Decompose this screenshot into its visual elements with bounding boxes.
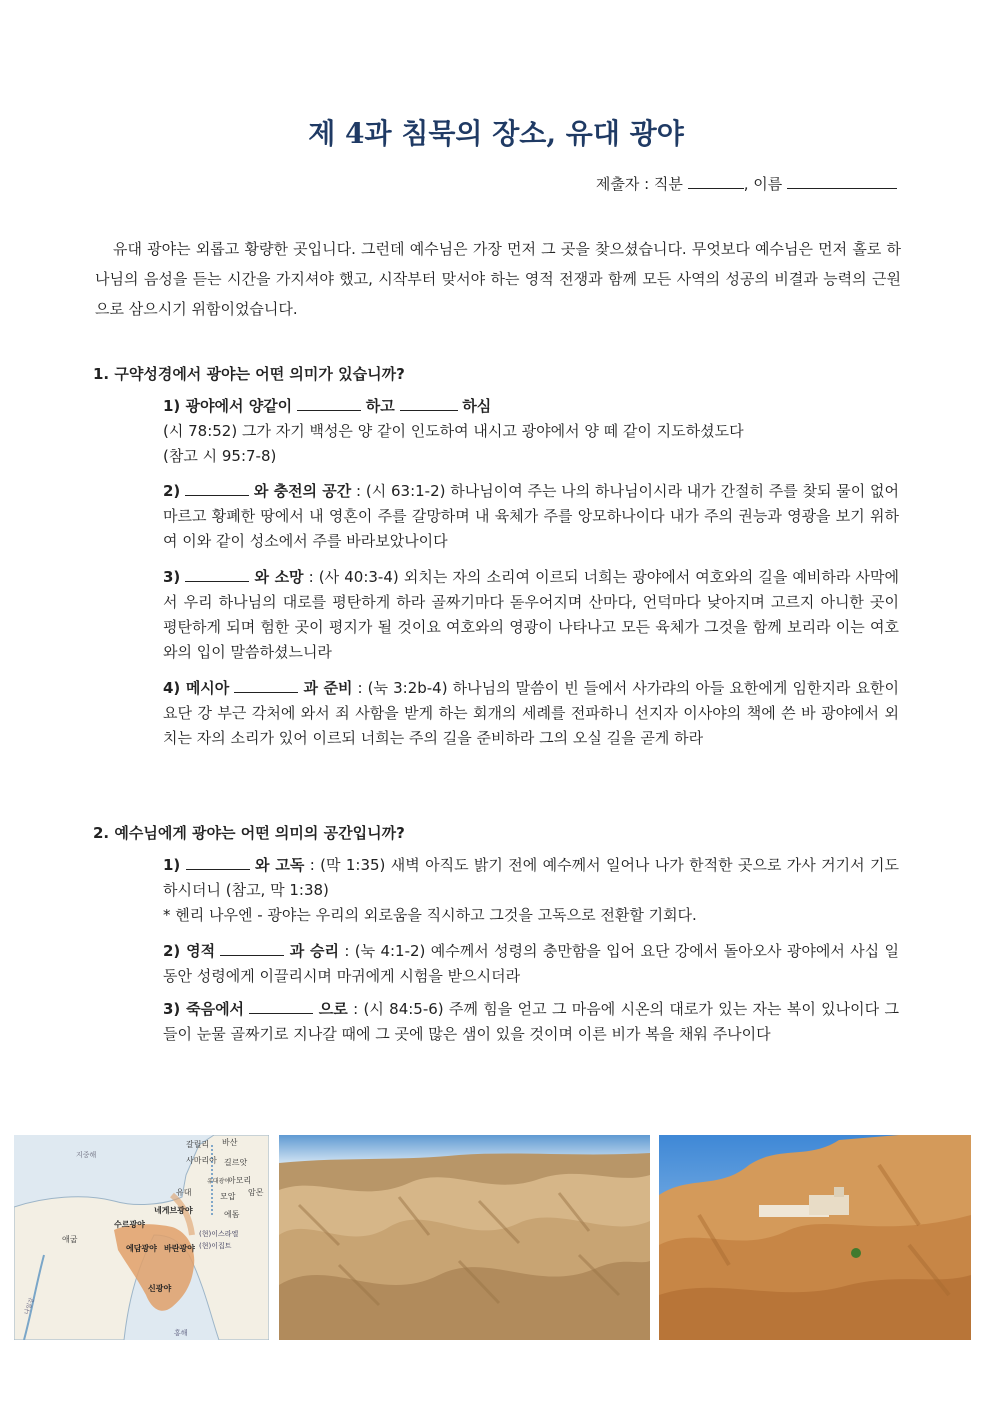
- map-gilead: 길르앗: [224, 1158, 248, 1167]
- s2-item3-blank[interactable]: [249, 999, 313, 1014]
- s1-item3-a: 3): [163, 568, 181, 586]
- s1-item1-ref: (참고 시 95:7-8): [163, 447, 277, 465]
- s2-item2: [163, 939, 899, 989]
- s1-item4-text: : (눅 3:2b-4) 하나님의 말씀이 빈 들에서 사가랴의 아들 요한에게 임한지라 요한이 요단 강 부근 각처에 와서 죄 사함을 받게 하는 회개의 세례를 전파하니 선지자 이사야의 책에 쓴 바 광야에서 외치는 자의 소리가 있어 이르되 너희는 주의 길을 준비하라 그의 오실 길을 곧게 하라: [163, 679, 899, 747]
- desert-photo: [279, 1135, 650, 1340]
- s1-item2: [163, 479, 899, 554]
- s1-item4-b: 과 준비: [303, 679, 353, 697]
- s1-item3: [163, 565, 899, 665]
- s1-item4-a: 4) 메시아: [163, 679, 230, 697]
- map-red-sea: 홍해: [174, 1329, 188, 1337]
- s1-item4: [163, 676, 899, 751]
- s1-item3-blank[interactable]: [185, 567, 249, 582]
- intro-paragraph: 유대 광야는 외롭고 황량한 곳입니다. 그런데 예수님은 가장 먼저 그 곳을 찾으셨습니다. 무엇보다 예수님은 먼저 홀로 하나님의 음성을 듣는 시간을 가지셔야 했고, 시작부터 맞서야 하는 영적 전쟁과 함께 모든 사역의 성공의 비결과 능력의 근원으로 삼으시기 위함이었습니다.: [95, 240, 901, 318]
- s2-item2-text: : (눅 4:1-2) 예수께서 성령의 충만함을 입어 요단 강에서 돌아오사 광야에서 사십 일 동안 성령에게 이끌리시며 마귀에게 시험을 받으시더라: [163, 942, 899, 985]
- s1-item1-blank2[interactable]: [400, 396, 458, 411]
- s1-item1-verse: (시 78:52) 그가 자기 백성은 양 같이 인도하여 내시고 광야에서 양 떼 같이 지도하셨도다: [163, 422, 744, 440]
- map-paran: 바란광야: [164, 1244, 195, 1253]
- map-shur: 수르광야: [114, 1220, 145, 1229]
- s2-item2-blank[interactable]: [220, 941, 284, 956]
- page-title: 제 4과 침묵의 장소, 유대 광야: [308, 117, 684, 150]
- s2-item1-blank[interactable]: [186, 855, 250, 870]
- name-blank[interactable]: [787, 174, 897, 189]
- s2-item2-a: 2) 영적: [163, 942, 216, 960]
- s2-item1-note: * 헨리 나우엔 - 광야는 우리의 외로움을 직시하고 그것을 고독으로 전환할 기회다.: [163, 906, 697, 924]
- s1-item2-b: 와 충전의 공간: [253, 482, 352, 500]
- s2-item3-text: : (시 84:5-6) 주께 힘을 얻고 그 마음에 시온의 대로가 있는 자는 복이 있나이다 그들이 눈물 골짜기로 지나갈 때에 그 곳에 많은 샘이 있을 것이며 이른 비가 복을 채워 주나이다: [163, 1000, 899, 1043]
- submitter-label: 제출자 : 직분: [595, 175, 683, 193]
- name-label: , 이름: [743, 175, 783, 193]
- s1-item3-text: : (사 40:3-4) 외치는 자의 소리여 이르되 너희는 광야에서 여호와의 길을 예비하라 사막에서 우리 하나님의 대로를 평탄하게 하라 골짜기마다 돋우어지며 산마다, 언덕마다 낮아지며 고르지 아니한 곳이 평탄하게 되며 험한 곳이 평지가 될 것이요 여호와의 영광이 나타나고 모든 육체가 그것을 함께 보리라 이는 여호와의 입이 말씀하셨느니라: [163, 568, 899, 661]
- s2-item1-text: : (막 1:35) 새벽 아직도 밝기 전에 예수께서 일어나 나가 한적한 곳으로 가사 거기서 기도하시더니 (참고, 막 1:38): [163, 856, 899, 899]
- s2-item1-b: 와 고독: [255, 856, 305, 874]
- s2-item3-a: 3) 죽음에서: [163, 1000, 245, 1018]
- monastery-photo: [659, 1135, 971, 1340]
- map-samaria: 사마리아: [186, 1156, 217, 1165]
- s2-item2-b: 과 승리: [289, 942, 340, 960]
- s2-item1-a: 1): [163, 856, 181, 874]
- s1-item2-text: : (시 63:1-2) 하나님이여 주는 나의 하나님이시라 내가 간절히 주를 찾되 물이 없어 마르고 황폐한 땅에서 내 영혼이 주를 갈망하며 내 육체가 주를 앙모하나이다 내가 주의 권능과 영광을 보기 위하여 이와 같이 성소에서 주를 바라보았나이다: [163, 482, 899, 550]
- s2-item3: [163, 997, 899, 1047]
- s2-item1: [163, 853, 899, 928]
- map-ammon: 암몬: [248, 1188, 264, 1197]
- map-negev: 네게브광야: [154, 1206, 193, 1215]
- submitter-line: [596, 173, 897, 194]
- s1-item2-blank[interactable]: [185, 481, 249, 496]
- map-amorite: 아모리: [228, 1176, 252, 1185]
- map-moab: 모압: [220, 1192, 236, 1201]
- map-edom: 에돔: [224, 1210, 240, 1219]
- map-judea: 유대: [176, 1188, 192, 1197]
- section1-heading: 1. 구약성경에서 광야는 어떤 의미가 있습니까?: [93, 365, 405, 383]
- map-egypt-now: (현)이집트: [199, 1242, 232, 1250]
- map-sea-west: 지중해: [76, 1151, 97, 1159]
- map-etham: 에담광야: [126, 1244, 157, 1253]
- s1-item1-b: 하고: [365, 397, 395, 415]
- map-sin: 신광야: [148, 1284, 172, 1293]
- position-blank[interactable]: [688, 174, 744, 189]
- s2-item3-b: 으로: [318, 1000, 348, 1018]
- s1-item1-c: 하심: [462, 397, 492, 415]
- s1-item1-blank1[interactable]: [297, 396, 361, 411]
- map-egypt: 애굽: [62, 1235, 78, 1244]
- s1-item4-blank[interactable]: [234, 678, 298, 693]
- map-israel: (현)이스라엘: [199, 1230, 239, 1238]
- s1-item3-b: 와 소망: [254, 568, 304, 586]
- map-galilee: 갈릴리: [186, 1140, 210, 1149]
- s1-item1: [163, 394, 899, 469]
- s1-item1-a: 1) 광야에서 양같이: [163, 397, 293, 415]
- map-nile: 나일강: [23, 1296, 36, 1316]
- wilderness-map: [14, 1135, 269, 1340]
- s1-item2-a: 2): [163, 482, 181, 500]
- map-judean-wild: 유대광야: [207, 1178, 231, 1185]
- map-bashan: 바산: [222, 1138, 238, 1147]
- section2-heading: 2. 예수님에게 광야는 어떤 의미의 공간입니까?: [93, 824, 405, 842]
